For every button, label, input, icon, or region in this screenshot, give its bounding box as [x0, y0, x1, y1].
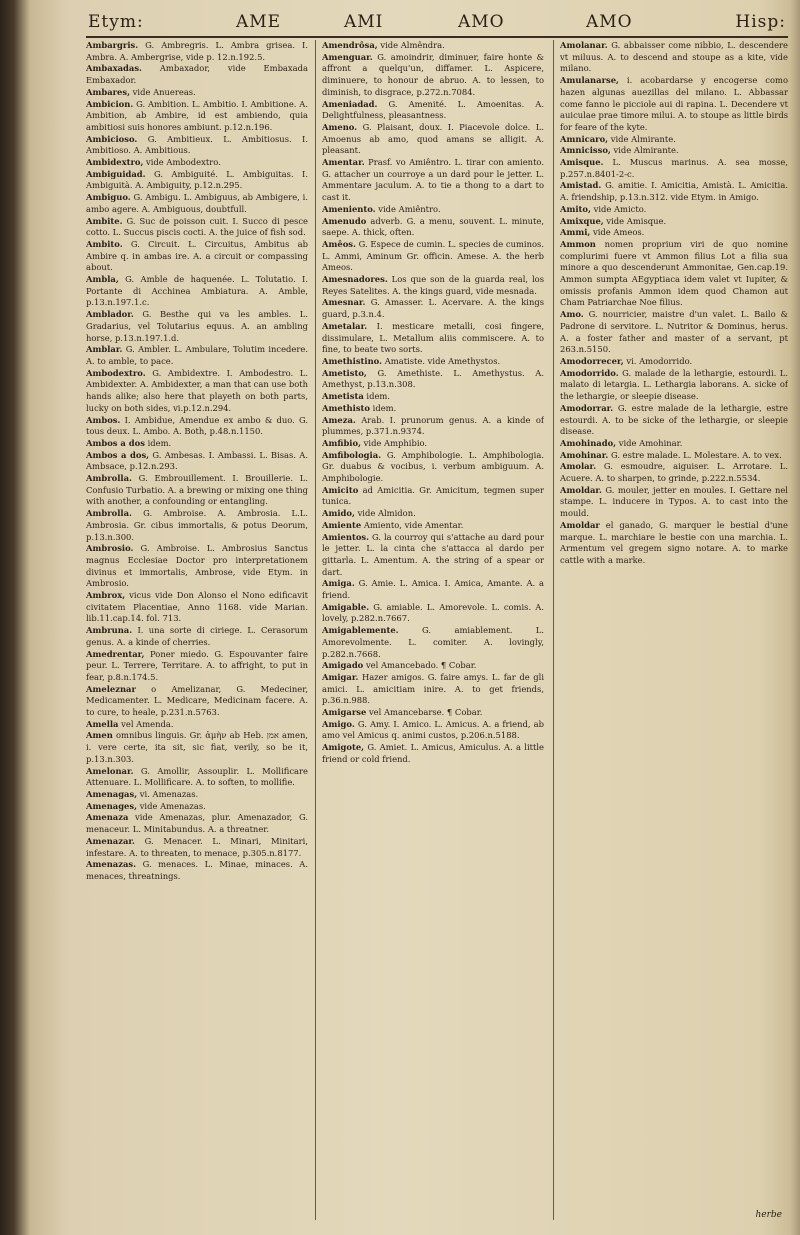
entry-definition: vide Almirante.	[610, 145, 679, 156]
dictionary-entry	[322, 520, 544, 532]
entry-headword: Amiga.	[322, 578, 355, 589]
dictionary-entry	[86, 274, 308, 309]
entry-definition: o Amelizanar, G. Medeciner, Medicamenter. L. Medicare, Medicinam facere. A. to cure, to heale, p.231.n.5763.	[86, 683, 308, 718]
entry-headword: Amistad.	[560, 180, 602, 191]
entry-definition: G. amoindrir, diminuer, faire honte & affront a quelqu'un, diffamer. L. Aspicere, diminuere, to honour de abruo. A. to lessen, to diminish, to disgrace, p.272.n.7084.	[322, 51, 544, 97]
entry-definition: Poner miedo. G. Espouvanter faire peur. L. Terrere, Territare. A. to affright, to put in fear, p.8.n.174.5.	[86, 648, 308, 682]
entry-definition: G. mouler, jetter en moules. I. Gettare nel stampe. L. inducere in Typos. A. to cast into the mould.	[560, 484, 788, 519]
dictionary-entry	[86, 508, 308, 543]
entry-headword: Amientos.	[322, 531, 370, 542]
entry-headword: Amenaza	[86, 812, 129, 823]
dictionary-entry	[86, 801, 308, 813]
entry-headword: Amfibologia.	[322, 449, 382, 460]
entry-definition: G. Ambroise. L. Ambrosius Sanctus magnus Ecclesiae Doctor pro interpretationem divinus et immortalis, Ambrose, vide Etym. in Ambrosio.	[86, 543, 308, 589]
entry-definition: vide Almidon.	[354, 508, 416, 519]
dictionary-entry	[86, 649, 308, 684]
entry-definition: G. Ambitieux. L. Ambitiosus. I. Ambitioso. A. Ambitious.	[86, 133, 308, 156]
entry-definition: G. Ambidextre. I. Ambodestro. L. Ambidexter. A. Ambidexter, a man that can use both hands alike; also here that playeth on both parts, lucky on both sides, vi.p.12.n.294.	[86, 367, 308, 413]
entry-definition: G. menaces. L. Minae, minaces. A. menaces, threatnings.	[86, 859, 308, 881]
entry-headword: Ambrolla.	[86, 508, 132, 519]
entry-definition: vicus vide Don Alonso el Nono edificavit civitatem Placentiae, Anno 1168. vide Marian. lib.11.cap.14. fol. 713.	[86, 590, 308, 624]
entry-headword: Amenagas,	[86, 789, 138, 799]
entry-headword: Ambicioso.	[86, 133, 138, 144]
running-header	[86, 10, 788, 38]
dictionary-entry	[322, 508, 544, 520]
dictionary-entry	[86, 134, 308, 157]
dictionary-entry	[86, 309, 308, 344]
column-divider	[315, 40, 316, 1220]
entry-definition: vide Ambodextro.	[143, 157, 221, 168]
entry-headword: Amisque.	[560, 157, 604, 168]
dictionary-entry	[560, 134, 788, 146]
entry-definition: Prasf. vo Amiêntro. L. tirar con amiento. G. attacher un courroye a un dard pour le jetter. L. Ammentare jaculum. A. to tie a thong to a dart to cast it.	[322, 157, 544, 203]
dictionary-entry	[86, 450, 308, 473]
dictionary-entry	[322, 216, 544, 239]
entry-headword: Amolar.	[560, 461, 597, 472]
entry-headword: Amodorrecer,	[560, 355, 624, 366]
entry-definition: I. Ambidue, Amendue ex ambo & duo. G. tous deux. L. Ambo. A. Both, p.48.n.1150.	[86, 414, 308, 437]
entry-headword: Ambla,	[86, 274, 119, 285]
dictionary-entry	[86, 239, 308, 274]
entry-definition: omnibus linguis. Gr. ἀμὴν ab Heb. אמן amen, i. vere certe, ita sit, sic fiat, verily, so be it, p.13.n.303.	[86, 730, 308, 764]
entry-headword: Amen	[86, 730, 113, 741]
dictionary-entry	[322, 122, 544, 157]
entry-headword: Amo.	[560, 309, 584, 320]
entry-headword: Amblar.	[86, 344, 123, 355]
entry-definition: G. Embrouillement. I. Brouillerie. L. Confusio Turbatio. A. a brewing or mixing one thing with another, a confounding or entangling.	[86, 473, 308, 507]
entry-headword: Amulanarse,	[560, 75, 619, 86]
dictionary-entry	[86, 368, 308, 415]
entry-definition: G. nourricier, maistre d'un valet. L. Bailo & Padrone di servitore. L. Nutritor & Dominus, herus. A. a foster father and master of a servant, pt 263.n.5150.	[560, 309, 788, 355]
dictionary-entry	[322, 602, 544, 625]
dictionary-entry	[86, 812, 308, 835]
entry-columns	[86, 40, 788, 1220]
dictionary-entry	[322, 391, 544, 403]
entry-definition: vide Amicto.	[590, 203, 647, 214]
entry-definition: idem.	[370, 402, 397, 413]
entry-headword: Amella	[86, 718, 119, 729]
dictionary-entry	[322, 450, 544, 485]
dictionary-page	[86, 6, 788, 1221]
entry-definition: Arab. I. prunorum genus. A. a kinde of plummes, p.371.n.9374.	[322, 414, 544, 437]
entry-definition: G. Ambiguité. L. Ambiguitas. I. Ambiguità. A. Ambiguity, p.12.n.295.	[86, 168, 308, 191]
entry-definition: G. esmoudre, aiguiser. L. Arrotare. L. Acuere. A. to sharpen, to grinde, p.222.n.5534.	[560, 461, 788, 484]
entry-definition: G. Amie. L. Amica. I. Amica, Amante. A. a friend.	[322, 578, 544, 601]
entry-headword: Ambos.	[86, 414, 121, 425]
dictionary-entry	[86, 473, 308, 508]
dictionary-entry	[322, 532, 544, 579]
dictionary-entry	[560, 368, 788, 403]
entry-headword: Amenages,	[86, 800, 138, 811]
entry-definition: G. abbaisser come nibbio, L. descendere vt miluus. A. to descend and stoupe as a kite, vide milano.	[560, 40, 788, 74]
entry-definition: vel Amenda.	[118, 718, 174, 729]
entry-definition: Hazer amigos. G. faire amys. L. far de gli amici. L. amicitiam inire. A. to get friends, p.36.n.988.	[322, 671, 544, 706]
entry-definition: Amiento, vide Amentar.	[361, 519, 464, 530]
entry-headword: Ambargris.	[86, 40, 139, 50]
entry-definition: G. Ambition. L. Ambitio. I. Ambitione. A. Ambition, ab Ambire, id est ambiendo, quia ambitiosi suis honores ambiunt. p.12.n.196.	[86, 98, 308, 132]
dictionary-entry	[86, 719, 308, 731]
entry-definition: Los que son de la guarda real, los Reyes Satelites. A. the kings guard, vide mesnada.	[322, 274, 544, 296]
entry-headword: Ametisto,	[322, 367, 367, 378]
entry-headword: Ameniadad.	[322, 98, 378, 109]
entry-headword: Amethisto	[322, 402, 370, 413]
entry-headword: Amolanar.	[560, 40, 608, 50]
entry-headword: Ammon	[560, 238, 596, 249]
entry-headword: Amohinado,	[560, 437, 617, 448]
dictionary-entry	[560, 520, 788, 567]
entry-definition: G. Amethiste. L. Amethystus. A. Amethyst, p.13.n.308.	[322, 367, 544, 390]
entry-headword: Amedrentar,	[86, 648, 145, 659]
entry-definition: G. Ambesas. I. Ambassi. L. Bisas. A. Ambsace, p.12.n.293.	[86, 449, 308, 472]
dictionary-entry	[560, 157, 788, 180]
entry-headword: Ameleznar	[86, 683, 136, 694]
entry-definition: G. Espece de cumin. L. species de cuminos. L. Ammi, Aminum Gr. officin. Amese. A. the herb Ameos.	[322, 238, 544, 273]
entry-definition: G. Besthe qui va les ambles. L. Gradarius, vel Tolutarius equus. A. an ambling horse, p.13.n.197.1.d.	[86, 309, 308, 343]
header-guide-2: AMI	[344, 12, 384, 32]
dictionary-entry	[322, 40, 544, 52]
dictionary-entry	[322, 204, 544, 216]
dictionary-entry	[322, 368, 544, 391]
entry-headword: Amenguar.	[322, 51, 373, 62]
dictionary-entry	[86, 859, 308, 882]
entry-headword: Amêos.	[322, 238, 356, 249]
dictionary-entry	[560, 227, 788, 239]
entry-definition: G. Amenité. L. Amoenitas. A. Delightfulness, pleasantness.	[322, 98, 544, 121]
entry-definition: Amatiste. vide Amethystos.	[382, 355, 501, 366]
dictionary-entry	[86, 192, 308, 215]
entry-definition: G. estre malade de la lethargie, estre estourdi. A. to be sicke of the lethargie, or sleepie disease.	[560, 402, 788, 437]
dictionary-entry	[86, 789, 308, 801]
entry-definition: adverb. G. a menu, souvent. L. minute, saepe. A. thick, often.	[322, 215, 544, 238]
entry-definition: I. una sorte di ciriege. L. Cerasorum genus. A. a kinde of cherries.	[86, 625, 308, 647]
entry-definition: vide Amiêntro.	[375, 203, 441, 214]
entry-headword: Ammi,	[560, 227, 591, 238]
entry-headword: Ambos a dos,	[86, 449, 150, 460]
entry-headword: Ambares,	[86, 86, 131, 97]
entry-headword: Amoldar.	[560, 484, 602, 495]
entry-definition: G. Amble de haquenée. L. Tolutatio. I. Portante di Acchinea Ambiatura. A. Amble, p.13.n.197.1.c.	[86, 274, 308, 308]
dictionary-entry	[560, 450, 788, 462]
dictionary-entry	[86, 438, 308, 450]
dictionary-entry	[560, 356, 788, 368]
dictionary-entry	[86, 169, 308, 192]
entry-headword: Amesnadores.	[322, 274, 388, 285]
dictionary-entry	[86, 625, 308, 648]
dictionary-entry	[322, 578, 544, 601]
entry-definition: vide Almirante.	[608, 133, 676, 144]
entry-headword: Amentar.	[322, 157, 365, 168]
entry-headword: Amicito	[322, 484, 359, 495]
entry-headword: Amigar.	[322, 671, 359, 682]
dictionary-entry	[86, 157, 308, 169]
entry-definition: G. Ambigu. L. Ambiguus, ab Ambigere, i. ambo agere. A. Ambiguous, doubtfull.	[86, 192, 308, 214]
entry-definition: el ganado, G. marquer le bestial d'une marque. L. marchiare le bestie con una marchia. L. Armentum vel gregem signo notare. A. to marke cattle with a marke.	[560, 519, 788, 565]
dictionary-entry	[322, 719, 544, 742]
entry-definition: i. acobardarse y encogerse como hazen algunas auezillas del milano. L. Abbassar come fanno le picciole aui di rapina. L. Decendere vt auiculae prae timore milui. A. to stoupe as little birds for feare of the kyte.	[560, 75, 788, 132]
dictionary-entry	[322, 52, 544, 99]
header-guide-4: AMO	[586, 12, 633, 32]
entry-headword: Ametista	[322, 391, 364, 402]
entry-headword: Amigote,	[322, 742, 365, 753]
dictionary-entry	[86, 684, 308, 719]
entry-headword: Ambodextro.	[86, 367, 146, 378]
entry-headword: Amigablemente.	[322, 625, 399, 636]
dictionary-entry	[560, 461, 788, 484]
entry-definition: G. amitie. I. Amicitia, Amistà. L. Amicitia. A. friendship, p.13.n.312. vide Etym. in Amigo.	[560, 180, 788, 203]
entry-definition: Ambaxador, vide Embaxada Embaxador.	[86, 63, 308, 86]
dictionary-entry	[560, 438, 788, 450]
entry-headword: Ameno.	[322, 121, 358, 132]
entry-definition: vi. Amodorrido.	[623, 355, 693, 366]
entry-headword: Amiente	[322, 519, 362, 530]
dictionary-entry	[322, 672, 544, 707]
entry-definition: G. malade de la lethargie, estourdi. L. malato di letargia. L. Lethargia laborans. A. sicke of the lethargie, or sleepie disease.	[560, 367, 788, 402]
header-guide-1: AME	[236, 12, 282, 32]
entry-headword: Ambito.	[86, 238, 123, 249]
entry-headword: Amixque,	[560, 215, 604, 226]
entry-definition: vide Amenazas.	[137, 800, 206, 811]
entry-definition: I. mesticare metalli, cosi fingere, dissimulare, L. Metallum aliis commiscere. A. to fine, to beate two sorts.	[322, 320, 544, 355]
entry-definition: G. Plaisant, doux. I. Piacevole dolce. L. Amoenus ab amo, quod amans se alligit. A. pleasant.	[322, 121, 544, 156]
entry-headword: Amesnar.	[322, 297, 366, 308]
dictionary-entry	[86, 766, 308, 789]
entry-definition: idem.	[144, 437, 172, 448]
entry-definition: G. estre malade. L. Molestare. A. to vex.	[608, 449, 782, 460]
entry-headword: Amenazar.	[86, 835, 135, 846]
entry-definition: G. Amollir, Assouplir. L. Mollificare Attenuare. L. Mollificare. A. to soften, to mollifie.	[86, 765, 308, 788]
entry-headword: Ambrosio.	[86, 543, 134, 554]
dictionary-entry	[560, 180, 788, 203]
dictionary-entry	[560, 485, 788, 520]
catchword: herbe	[755, 1210, 782, 1220]
entry-headword: Amido,	[322, 508, 355, 519]
entry-headword: Amfibio,	[322, 437, 361, 448]
column-left	[86, 40, 308, 1220]
entry-headword: Amendrôsa,	[322, 40, 378, 50]
entry-definition: vide Amenazas, plur. Amenazador, G. menaceur. L. Minitabundus. A. a threatner.	[86, 812, 308, 835]
dictionary-entry	[322, 356, 544, 368]
entry-headword: Amenudo	[322, 215, 367, 226]
dictionary-entry	[322, 660, 544, 672]
entry-definition: G. Circuit. L. Circuitus, Ambitus ab Ambire q. in ambas ire. A. a circuit or compassing about.	[86, 238, 308, 273]
dictionary-entry	[322, 403, 544, 415]
header-etym: Etym:	[88, 12, 144, 32]
dictionary-entry	[560, 239, 788, 309]
column-middle	[322, 40, 544, 1220]
dictionary-entry	[560, 75, 788, 134]
entry-definition: vel Amancebado. ¶ Cobar.	[363, 660, 477, 671]
entry-definition: vel Amancebarse. ¶ Cobar.	[366, 707, 483, 718]
dictionary-entry	[322, 274, 544, 297]
entry-headword: Amohinar.	[560, 449, 609, 460]
entry-definition: vide Anuereas.	[130, 86, 196, 97]
entry-headword: Amblador.	[86, 309, 134, 320]
entry-headword: Amoldar	[560, 519, 600, 530]
entry-definition: G. Suc de poisson cuit. I. Succo di pesce cotto. L. Succus piscis cocti. A. the juice of fish sod.	[86, 215, 308, 238]
entry-headword: Ambrox,	[86, 590, 126, 601]
entry-headword: Ambidextro,	[86, 157, 144, 168]
entry-headword: Amigarse	[322, 707, 367, 718]
dictionary-entry	[322, 742, 544, 765]
entry-headword: Amnicaro,	[560, 133, 609, 144]
entry-headword: Amito,	[560, 203, 591, 214]
dictionary-entry	[86, 415, 308, 438]
entry-definition: vide Almêndra.	[377, 40, 445, 50]
dictionary-entry	[86, 730, 308, 765]
dictionary-entry	[86, 543, 308, 590]
dictionary-entry	[560, 216, 788, 228]
entry-definition: G. amiablement. L. Amorevolmente. L. comiter. A. lovingly, p.282.n.7668.	[322, 625, 544, 659]
dictionary-entry	[322, 438, 544, 450]
entry-definition: vide Amohinar.	[616, 437, 683, 448]
dictionary-entry	[86, 344, 308, 367]
dictionary-entry	[322, 297, 544, 320]
entry-headword: Ambaxadas.	[86, 63, 142, 74]
header-hisp: Hisp:	[735, 12, 786, 32]
dictionary-entry	[86, 216, 308, 239]
entry-definition: G. Ambregris. L. Ambra grisea. I. Ambra. A. Ambergrise, vide p. 12.n.192.5.	[86, 40, 308, 62]
entry-definition: G. Amiet. L. Amicus, Amiculus. A. a little friend or cold friend.	[322, 742, 544, 764]
dictionary-entry	[560, 204, 788, 216]
entry-definition: G. Amasser. L. Acervare. A. the kings guard, p.3.n.4.	[322, 297, 544, 320]
entry-definition: vide Amisque.	[603, 215, 667, 226]
entry-definition: nomen proprium viri de quo nomine complurimi fuere vt Ammon filius Lot a filia sua minore a quo descenderunt Ammonitae, Gen.cap.19. Ammon sumpta AEgyptiaca idem valet vt Iupiter, & omissis profanis Ammon idem quod Chamon aut Cham Patriarchae Noe filius.	[560, 238, 788, 308]
entry-headword: Ambiguidad.	[86, 168, 146, 179]
entry-definition: idem.	[363, 391, 391, 402]
dictionary-entry	[322, 625, 544, 660]
entry-definition: vi. Amenazas.	[137, 789, 199, 799]
column-divider	[553, 40, 554, 1220]
entry-definition: ad Amicitia. Gr. Amicitum, tegmen super tunica.	[322, 484, 544, 507]
dictionary-entry	[560, 145, 788, 157]
dictionary-entry	[322, 485, 544, 508]
dictionary-entry	[322, 157, 544, 204]
entry-headword: Amigo.	[322, 718, 355, 729]
header-guide-3: AMO	[458, 12, 505, 32]
entry-definition: G. Amy. I. Amico. L. Amicus. A. a friend, ab amo vel Amicus q. animi custos, p.206.n.5188.	[322, 718, 544, 741]
entry-definition: vide Ameos.	[590, 227, 645, 238]
entry-headword: Ambicion.	[86, 98, 134, 109]
entry-headword: Amethistino.	[322, 355, 383, 366]
dictionary-entry	[86, 63, 308, 86]
entry-definition: L. Muscus marinus. A. sea mosse, p.257.n.8401-2-c.	[560, 157, 788, 179]
dictionary-entry	[560, 309, 788, 356]
entry-headword: Amenazas.	[86, 859, 137, 870]
entry-definition: G. la courroy qui s'attache au dard pour le jetter. L. la cinta che s'attacca al dardo per gittarla. L. Amentum. A. the string of a spear or dart.	[322, 531, 544, 577]
dictionary-entry	[322, 99, 544, 122]
entry-headword: Ambiguo.	[86, 192, 131, 203]
entry-definition: G. Ambler. L. Ambulare, Tolutim incedere. A. to amble, to pace.	[86, 344, 308, 366]
entry-headword: Ambos a dos	[86, 437, 145, 448]
entry-headword: Ameza.	[322, 414, 356, 425]
dictionary-entry	[322, 415, 544, 438]
entry-headword: Amodorrido.	[560, 367, 619, 378]
entry-definition: G. Amphibologie. L. Amphibologia. Gr. duabus & vocibus, i. verbum ambiguum. A. Amphibologie.	[322, 449, 544, 484]
dictionary-entry	[560, 403, 788, 438]
entry-definition: G. Menacer. L. Minari, Minitari, infestare. A. to threaten, to menace, p.305.n.8177.	[86, 835, 308, 858]
dictionary-entry	[86, 40, 308, 63]
dictionary-entry	[322, 321, 544, 356]
entry-definition: G. Ambroise. A. Ambrosia. L.L. Ambrosia. Gr. cibus immortalis, & potus Deorum, p.13.n.300.	[86, 508, 308, 542]
dictionary-entry	[322, 707, 544, 719]
dictionary-entry	[86, 99, 308, 134]
dictionary-entry	[322, 239, 544, 274]
dictionary-entry	[560, 40, 788, 75]
entry-headword: Ambrolla.	[86, 473, 132, 484]
entry-headword: Amodorrar.	[560, 402, 614, 413]
dictionary-entry	[86, 590, 308, 625]
entry-headword: Ambite.	[86, 215, 123, 226]
entry-headword: Amigado	[322, 660, 364, 671]
column-right	[560, 40, 788, 1220]
entry-headword: Ameniento.	[322, 203, 376, 214]
entry-definition: vide Amphibio.	[361, 437, 428, 448]
entry-headword: Ametalar.	[322, 320, 368, 331]
dictionary-entry	[86, 87, 308, 99]
entry-headword: Amnicisso,	[560, 145, 611, 156]
entry-headword: Amigable.	[322, 601, 370, 612]
dictionary-entry	[86, 836, 308, 859]
entry-definition: G. amiable. L. Amorevole. L. comis. A. lovely, p.282.n.7667.	[322, 601, 544, 624]
entry-headword: Amelonar.	[86, 765, 134, 776]
entry-headword: Ambruna.	[86, 625, 133, 636]
